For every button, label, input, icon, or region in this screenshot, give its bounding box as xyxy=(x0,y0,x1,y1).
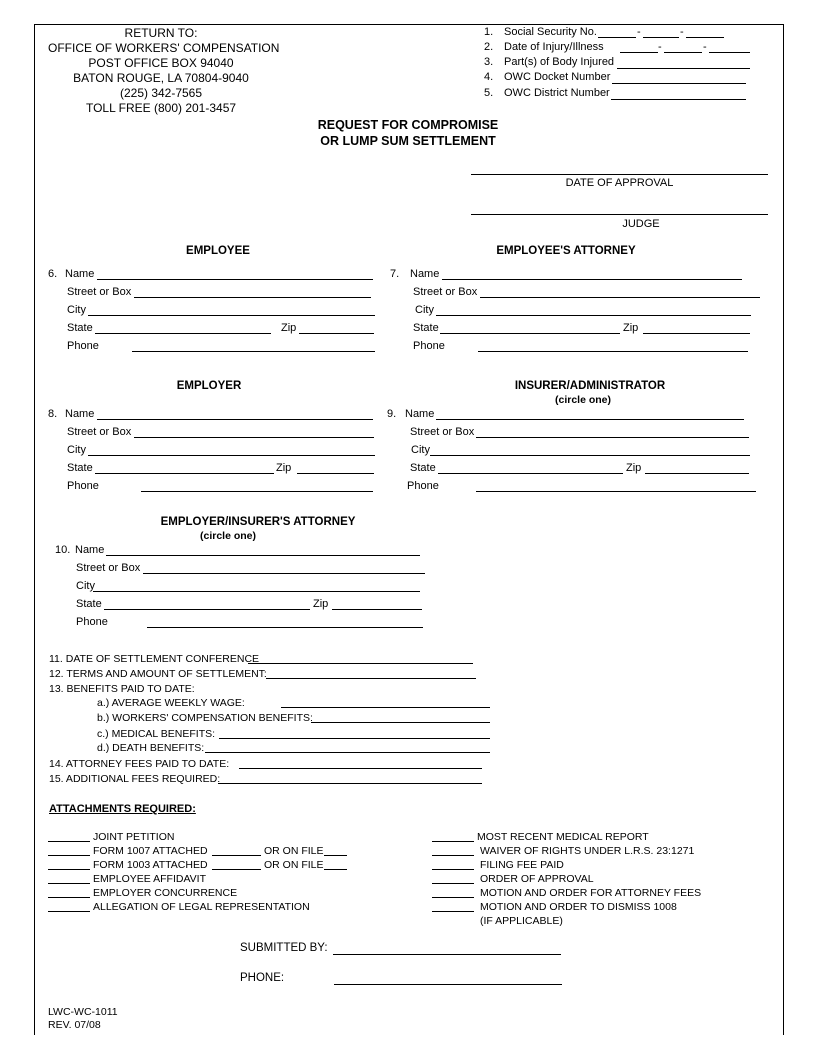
employer-zip-input[interactable] xyxy=(297,473,374,474)
insurer-city-label: City xyxy=(411,444,430,456)
insurer-phone-label: Phone xyxy=(407,480,439,492)
insurer-zip-label: Zip xyxy=(626,462,642,474)
insurer-heading: INSURER/ADMINISTRATOR xyxy=(514,380,666,392)
medical-report-blank[interactable] xyxy=(432,841,474,842)
form-title-line1: REQUEST FOR COMPROMISE xyxy=(317,118,499,132)
emp-ins-attorney-state-label: State xyxy=(76,598,102,610)
order-approval-blank[interactable] xyxy=(432,883,474,884)
employee-heading: EMPLOYEE xyxy=(186,245,250,257)
employee-city-input[interactable] xyxy=(88,315,375,316)
employee-street-input[interactable] xyxy=(134,297,371,298)
waiver-rights-blank[interactable] xyxy=(432,855,474,856)
employee-attorney-zip-label: Zip xyxy=(623,322,639,334)
field-4-num: 4. xyxy=(484,71,494,83)
employee-attorney-phone-input[interactable] xyxy=(478,351,748,352)
attorney-fees-motion-blank[interactable] xyxy=(432,897,474,898)
judge-line[interactable] xyxy=(471,214,768,215)
employee-affidavit-label: EMPLOYEE AFFIDAVIT xyxy=(93,873,206,885)
employer-concurrence-blank[interactable] xyxy=(48,897,90,898)
emp-ins-attorney-name-label: Name xyxy=(75,544,105,556)
item-12-label: 12. TERMS AND AMOUNT OF SETTLEMENT: xyxy=(49,668,267,680)
emp-ins-attorney-street-input[interactable] xyxy=(143,573,425,574)
attorney-fees-input[interactable] xyxy=(239,768,482,769)
employee-attorney-city-label: City xyxy=(415,304,434,316)
employee-attorney-state-label: State xyxy=(413,322,439,334)
item-13c-label: c.) MEDICAL BENEFITS: xyxy=(97,728,216,740)
form-1003-attached-blank[interactable] xyxy=(212,869,261,870)
employee-name-input[interactable] xyxy=(97,279,373,280)
settlement-terms-input[interactable] xyxy=(266,678,476,679)
attorney-fees-motion-label: MOTION AND ORDER FOR ATTORNEY FEES xyxy=(480,887,702,899)
submitted-phone-input[interactable] xyxy=(334,984,562,985)
employer-state-input[interactable] xyxy=(95,473,274,474)
injury-year-input[interactable] xyxy=(709,52,750,53)
employee-attorney-name-label: Name xyxy=(410,268,440,280)
filing-fee-blank[interactable] xyxy=(432,869,474,870)
insurer-circle-one: (circle one) xyxy=(554,394,612,406)
motion-dismiss-label: MOTION AND ORDER TO DISMISS 1008 xyxy=(480,901,677,913)
employee-attorney-phone-label: Phone xyxy=(413,340,445,352)
item-15-label: 15. ADDITIONAL FEES REQUIRED: xyxy=(49,773,221,785)
employer-phone-input[interactable] xyxy=(141,491,373,492)
employee-attorney-state-input[interactable] xyxy=(440,333,620,334)
form-1007-on-file-blank[interactable] xyxy=(324,855,347,856)
employer-zip-label: Zip xyxy=(276,462,292,474)
employee-attorney-city-input[interactable] xyxy=(436,315,751,316)
approval-date-line[interactable] xyxy=(471,174,768,175)
insurer-phone-input[interactable] xyxy=(476,491,756,492)
form-1003-on-file-blank[interactable] xyxy=(324,869,347,870)
employer-city-input[interactable] xyxy=(88,455,375,456)
insurer-street-label: Street or Box xyxy=(410,426,475,438)
emp-ins-attorney-zip-label: Zip xyxy=(313,598,329,610)
employee-name-label: Name xyxy=(65,268,95,280)
form-1007-label: FORM 1007 ATTACHED xyxy=(93,845,208,857)
employer-name-label: Name xyxy=(65,408,95,420)
joint-petition-blank[interactable] xyxy=(48,841,90,842)
item-13a-label: a.) AVERAGE WEEKLY WAGE: xyxy=(97,697,245,709)
employee-affidavit-blank[interactable] xyxy=(48,883,90,884)
emp-ins-attorney-state-input[interactable] xyxy=(104,609,310,610)
field-2-num: 2. xyxy=(484,41,494,53)
employee-attorney-name-input[interactable] xyxy=(442,279,742,280)
field-1-num: 1. xyxy=(484,26,494,38)
employee-zip-input[interactable] xyxy=(299,333,374,334)
employee-phone-input[interactable] xyxy=(132,351,375,352)
emp-ins-attorney-city-input[interactable] xyxy=(93,591,420,592)
submitted-phone-label: PHONE: xyxy=(240,972,285,984)
employee-street-label: Street or Box xyxy=(67,286,132,298)
employee-attorney-num: 7. xyxy=(390,268,400,280)
item-13-label: 13. BENEFITS PAID TO DATE: xyxy=(49,683,195,695)
legal-representation-label: ALLEGATION OF LEGAL REPRESENTATION xyxy=(93,901,310,913)
employee-num: 6. xyxy=(48,268,58,280)
settlement-conference-date-input[interactable] xyxy=(248,663,473,664)
item-14-label: 14. ATTORNEY FEES PAID TO DATE: xyxy=(49,758,230,770)
employer-city-label: City xyxy=(67,444,86,456)
form-1007-blank[interactable] xyxy=(48,855,90,856)
submitted-by-input[interactable] xyxy=(333,954,561,955)
insurer-city-input[interactable] xyxy=(430,455,750,456)
emp-ins-attorney-phone-input[interactable] xyxy=(147,627,423,628)
insurer-num: 9. xyxy=(387,408,397,420)
item-13d-label: d.) DEATH BENEFITS: xyxy=(97,742,205,754)
ssn-part2-input[interactable] xyxy=(643,37,679,38)
item-11-label: 11. DATE OF SETTLEMENT CONFERENCE xyxy=(49,653,260,665)
employee-attorney-street-label: Street or Box xyxy=(413,286,478,298)
employer-street-label: Street or Box xyxy=(67,426,132,438)
body-part-label: Part(s) of Body Injured xyxy=(504,56,615,68)
approval-date-label: DATE OF APPROVAL xyxy=(565,177,674,189)
employee-state-input[interactable] xyxy=(95,333,271,334)
emp-ins-attorney-street-label: Street or Box xyxy=(76,562,141,574)
office-name: OFFICE OF WORKERS' COMPENSATION xyxy=(48,41,280,55)
emp-ins-attorney-heading: EMPLOYER/INSURER'S ATTORNEY xyxy=(160,516,356,528)
insurer-name-label: Name xyxy=(405,408,435,420)
emp-ins-attorney-num: 10. xyxy=(55,544,71,556)
employer-phone-label: Phone xyxy=(67,480,99,492)
legal-representation-blank[interactable] xyxy=(48,911,90,912)
medical-benefits-input[interactable] xyxy=(219,738,490,739)
form-1007-attached-blank[interactable] xyxy=(212,855,261,856)
attachments-heading: ATTACHMENTS REQUIRED: xyxy=(49,803,196,815)
district-label: OWC District Number xyxy=(504,87,610,99)
form-1003-blank[interactable] xyxy=(48,869,90,870)
insurer-name-input[interactable] xyxy=(436,419,744,420)
emp-ins-attorney-city-label: City xyxy=(76,580,95,592)
field-3-num: 3. xyxy=(484,56,494,68)
form-1003-on-file-label: OR ON FILE xyxy=(264,859,324,871)
emp-ins-attorney-phone-label: Phone xyxy=(76,616,108,628)
office-box: POST OFFICE BOX 94040 xyxy=(88,56,234,70)
ssn-part3-input[interactable] xyxy=(686,37,724,38)
waiver-rights-label: WAIVER OF RIGHTS UNDER L.R.S. 23:1271 xyxy=(480,845,695,857)
employee-phone-label: Phone xyxy=(67,340,99,352)
order-approval-label: ORDER OF APPROVAL xyxy=(480,873,594,885)
employee-city-label: City xyxy=(67,304,86,316)
form-1007-on-file-label: OR ON FILE xyxy=(264,845,324,857)
insurer-street-input[interactable] xyxy=(476,437,749,438)
form-title-line2: OR LUMP SUM SETTLEMENT xyxy=(320,134,496,148)
employee-attorney-street-input[interactable] xyxy=(480,297,760,298)
employee-attorney-heading: EMPLOYEE'S ATTORNEY xyxy=(496,245,636,257)
injury-day-input[interactable] xyxy=(664,52,702,53)
employer-heading: EMPLOYER xyxy=(176,380,242,392)
employer-name-input[interactable] xyxy=(97,419,373,420)
form-1003-label: FORM 1003 ATTACHED xyxy=(93,859,208,871)
form-id: LWC-WC-1011 xyxy=(48,1006,118,1018)
motion-dismiss-blank[interactable] xyxy=(432,911,474,912)
insurer-state-label: State xyxy=(410,462,436,474)
office-city: BATON ROUGE, LA 70804-9040 xyxy=(73,71,249,85)
medical-report-label: MOST RECENT MEDICAL REPORT xyxy=(477,831,649,843)
judge-label: JUDGE xyxy=(622,218,660,230)
injury-date-label: Date of Injury/Illness xyxy=(504,41,604,53)
district-input[interactable] xyxy=(611,99,746,100)
office-tollfree: TOLL FREE (800) 201-3457 xyxy=(85,101,237,115)
emp-ins-attorney-circle-one: (circle one) xyxy=(199,530,257,542)
emp-ins-attorney-name-input[interactable] xyxy=(106,555,420,556)
ssn-label: Social Security No. xyxy=(504,26,597,38)
employer-num: 8. xyxy=(48,408,58,420)
employer-street-input[interactable] xyxy=(134,437,374,438)
injury-month-input[interactable] xyxy=(620,52,658,53)
employer-concurrence-label: EMPLOYER CONCURRENCE xyxy=(93,887,238,899)
joint-petition-label: JOINT PETITION xyxy=(93,831,175,843)
field-5-num: 5. xyxy=(484,87,494,99)
average-weekly-wage-input[interactable] xyxy=(281,707,490,708)
body-part-input[interactable] xyxy=(617,68,750,69)
office-phone: (225) 342-7565 xyxy=(119,86,203,100)
docket-label: OWC Docket Number xyxy=(504,71,611,83)
filing-fee-label: FILING FEE PAID xyxy=(480,859,564,871)
emp-ins-attorney-zip-input[interactable] xyxy=(332,609,422,610)
form-revision: REV. 07/08 xyxy=(48,1019,101,1031)
insurer-zip-input[interactable] xyxy=(645,473,749,474)
additional-fees-input[interactable] xyxy=(218,783,482,784)
return-to-heading: RETURN TO: xyxy=(124,26,198,40)
employee-zip-label: Zip xyxy=(281,322,297,334)
ssn-part1-input[interactable] xyxy=(598,37,636,38)
submitted-by-label: SUBMITTED BY: xyxy=(240,942,328,954)
employee-state-label: State xyxy=(67,322,93,334)
employee-attorney-zip-input[interactable] xyxy=(643,333,750,334)
motion-dismiss-note: (IF APPLICABLE) xyxy=(480,915,563,927)
employer-state-label: State xyxy=(67,462,93,474)
wc-benefits-input[interactable] xyxy=(311,722,490,723)
death-benefits-input[interactable] xyxy=(205,752,490,753)
item-13b-label: b.) WORKERS' COMPENSATION BENEFITS: xyxy=(97,712,313,724)
insurer-state-input[interactable] xyxy=(438,473,623,474)
docket-input[interactable] xyxy=(612,83,746,84)
